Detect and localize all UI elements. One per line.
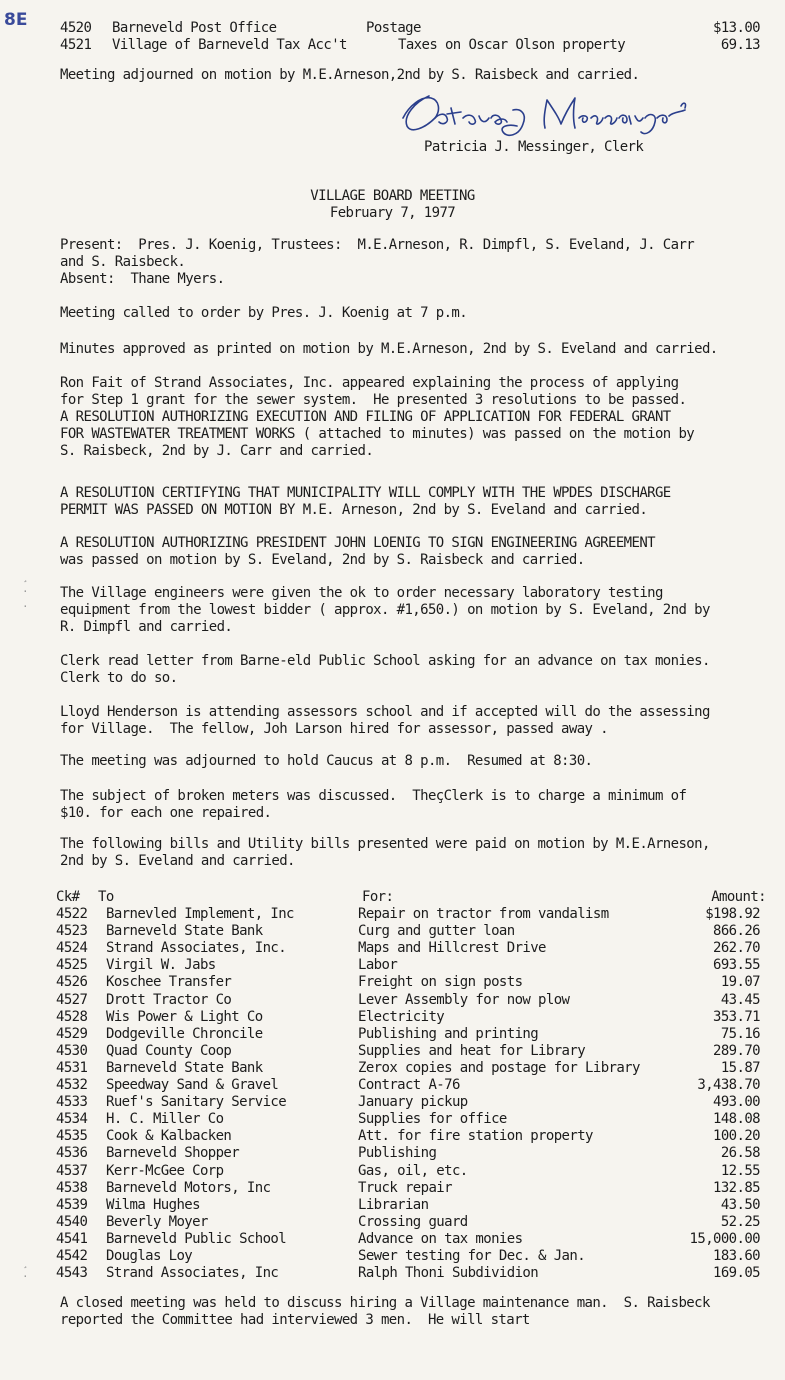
handwritten-signature — [395, 88, 695, 140]
bill-purpose: Ralph Thoni Subdividion — [358, 1265, 539, 1282]
bills-header-row — [56, 889, 766, 906]
bill-amount: 75.16 — [720, 1025, 760, 1042]
bill-row — [56, 1128, 766, 1145]
bill-payee: Drott Tractor Co — [106, 991, 232, 1008]
bill-check-number: 4533 — [56, 1094, 88, 1111]
bill-payee: Barneveld State Bank — [106, 923, 263, 940]
margin-mark: ¸ — [22, 1256, 29, 1269]
bill-check-number: 4529 — [56, 1025, 88, 1042]
bill-payee: Douglas Loy — [106, 1247, 193, 1264]
engineering-agreement-paragraph: A RESOLUTION AUTHORIZING PRESIDENT JOHN LOENIG TO SIGN ENGINEERING AGREEMENT was passed on motion by S. Eveland, 2nd by S. Raisbeck and carried. — [60, 535, 655, 568]
bill-row — [56, 923, 766, 940]
bills-table — [56, 889, 766, 1282]
bill-amount: 26.58 — [720, 1145, 760, 1162]
bill-purpose: Curg and gutter loan — [358, 923, 515, 940]
bill-purpose: Sewer testing for Dec. & Jan. — [358, 1247, 586, 1264]
bill-payee: Wilma Hughes — [106, 1196, 200, 1213]
bill-check-number: 4538 — [56, 1179, 88, 1196]
top-entry-for: Postage — [366, 20, 421, 36]
bill-purpose: Maps and Hillcrest Drive — [358, 940, 546, 957]
margin-mark: · — [22, 600, 29, 613]
bill-payee: Strand Associates, Inc — [106, 1265, 279, 1282]
bill-amount: 43.45 — [720, 991, 760, 1008]
bill-payee: Barneveld Motors, Inc — [106, 1179, 271, 1196]
strand-resolution-paragraph: Ron Fait of Strand Associates, Inc. appeared explaining the process of applying for Step 1 grant for the sewer system. He presented 3 resolutions to be passed. A RESOLUTION AUTHORIZING EXECUTION AND FILING OF APPLICATION FOR FEDERAL GRANT FOR WASTEWATER TREATMENT WORKS ( attached to minutes) was passed on the motion by S. Raisbeck, 2nd by J. Carr and carried. — [60, 375, 695, 459]
margin-mark: ¸ — [22, 570, 29, 583]
bill-check-number: 4541 — [56, 1230, 88, 1247]
bill-purpose: Publishing and printing — [358, 1025, 539, 1042]
bill-check-number: 4526 — [56, 974, 88, 991]
assessor-paragraph: Lloyd Henderson is attending assessors school and if accepted will do the assessing for Village. The fellow, Joh Larson hired for assessor, passed away . — [60, 704, 710, 737]
bill-check-number: 4527 — [56, 991, 88, 1008]
bill-rows — [56, 906, 766, 1282]
bill-amount: 100.20 — [713, 1128, 760, 1145]
bill-purpose: Publishing — [358, 1145, 437, 1162]
bill-amount: 262.70 — [713, 940, 760, 957]
bill-row — [56, 992, 766, 1009]
bill-payee: Kerr-McGee Corp — [106, 1162, 224, 1179]
bill-row — [56, 1094, 766, 1111]
meeting-title: VILLAGE BOARD MEETING — [310, 188, 475, 204]
bill-row — [56, 1145, 766, 1162]
bill-check-number: 4543 — [56, 1265, 88, 1282]
bill-payee: Dodgeville Chroncile — [106, 1025, 263, 1042]
closing-paragraph: A closed meeting was held to discuss hiring a Village maintenance man. S. Raisbeck reported the Committee had interviewed 3 men. He will start — [60, 1295, 710, 1328]
bill-purpose: Electricity — [358, 1008, 445, 1025]
top-entry-to: Village of Barneveld Tax Acc't — [112, 37, 347, 53]
bill-row — [56, 1265, 766, 1282]
bill-purpose: Librarian — [358, 1196, 429, 1213]
bill-amount: 148.08 — [713, 1111, 760, 1128]
bills-intro-paragraph: The following bills and Utility bills presented were paid on motion by M.E.Arneson, 2nd by S. Eveland and carried. — [60, 836, 710, 869]
bill-amount: 12.55 — [720, 1162, 760, 1179]
bill-row — [56, 1231, 766, 1248]
bill-check-number: 4532 — [56, 1077, 88, 1094]
bill-row — [56, 1077, 766, 1094]
minutes-approval-paragraph: Minutes approved as printed on motion by M.E.Arneson, 2nd by S. Eveland and carried. — [60, 341, 718, 357]
lab-equipment-paragraph: The Village engineers were given the ok to order necessary laboratory testing equipment from the lowest bidder ( approx. #1,650.) on motion by S. Eveland, 2nd by R. Dimpfl and carried. — [60, 585, 710, 635]
bill-amount: 353.71 — [713, 1008, 760, 1025]
bill-check-number: 4534 — [56, 1111, 88, 1128]
bill-payee: Strand Associates, Inc. — [106, 940, 287, 957]
meeting-date: February 7, 1977 — [329, 205, 456, 221]
bill-purpose: Lever Assembly for now plow — [358, 991, 570, 1008]
bill-purpose: Supplies and heat for Library — [358, 1042, 586, 1059]
adjourn-line: Meeting adjourned on motion by M.E.Arneson,2nd by S. Raisbeck and carried. — [60, 67, 640, 83]
bill-amount: 289.70 — [713, 1042, 760, 1059]
bill-amount: 132.85 — [713, 1179, 760, 1196]
bill-payee: Cook & Kalbacken — [106, 1128, 232, 1145]
column-header-for: For: — [362, 889, 394, 905]
bill-row — [56, 1180, 766, 1197]
bill-row — [56, 1111, 766, 1128]
bill-check-number: 4528 — [56, 1008, 88, 1025]
caucus-paragraph: The meeting was adjourned to hold Caucus at 8 p.m. Resumed at 8:30. — [60, 753, 593, 769]
top-entry-ck: 4521 — [60, 37, 92, 53]
bill-row — [56, 1026, 766, 1043]
bill-row — [56, 957, 766, 974]
wpdes-resolution-paragraph: A RESOLUTION CERTIFYING THAT MUNICIPALITY WILL COMPLY WITH THE WPDES DISCHARGE PERMIT WAS PASSED ON MOTION BY M.E. Arneson, 2nd by S. Eveland and carried. — [60, 485, 671, 518]
bill-purpose: Labor — [358, 957, 398, 974]
bill-check-number: 4540 — [56, 1213, 88, 1230]
bill-purpose: Crossing guard — [358, 1213, 468, 1230]
meters-paragraph: The subject of broken meters was discussed. TheçClerk is to charge a minimum of $10. for each one repaired. — [60, 788, 687, 821]
bill-amount: $198.92 — [705, 906, 760, 923]
bill-row — [56, 1248, 766, 1265]
bill-check-number: 4530 — [56, 1042, 88, 1059]
bill-payee: Barnevled Implement, Inc — [106, 906, 294, 923]
column-header-ck: Ck# — [56, 889, 80, 905]
bill-row — [56, 1060, 766, 1077]
margin-mark: · — [22, 585, 29, 598]
bill-amount: 866.26 — [713, 923, 760, 940]
bill-check-number: 4522 — [56, 906, 88, 923]
bill-check-number: 4537 — [56, 1162, 88, 1179]
bill-check-number: 4524 — [56, 940, 88, 957]
margin-mark: · — [22, 1270, 29, 1283]
call-to-order-paragraph: Meeting called to order by Pres. J. Koenig at 7 p.m. — [60, 305, 468, 321]
bill-payee: Barneveld Shopper — [106, 1145, 240, 1162]
bill-row — [56, 906, 766, 923]
bill-amount: 493.00 — [713, 1094, 760, 1111]
bill-row — [56, 1043, 766, 1060]
bill-check-number: 4535 — [56, 1128, 88, 1145]
bill-check-number: 4525 — [56, 957, 88, 974]
page-number-mark: 8E — [4, 10, 28, 30]
bill-row — [56, 1214, 766, 1231]
bill-row — [56, 1163, 766, 1180]
bill-amount: 15.87 — [720, 1059, 760, 1076]
column-header-amount: Amount: — [711, 889, 766, 905]
bill-amount: 52.25 — [720, 1213, 760, 1230]
bill-purpose: Contract A-76 — [358, 1077, 460, 1094]
clerk-signature-line: Patricia J. Messinger, Clerk — [424, 139, 644, 155]
bill-purpose: Att. for fire station property — [358, 1128, 593, 1145]
bill-payee: Speedway Sand & Gravel — [106, 1077, 279, 1094]
bill-amount: 183.60 — [713, 1247, 760, 1264]
bill-payee: Koschee Transfer — [106, 974, 232, 991]
bill-purpose: Gas, oil, etc. — [358, 1162, 468, 1179]
bill-check-number: 4539 — [56, 1196, 88, 1213]
bill-payee: Barneveld Public School — [106, 1230, 287, 1247]
bill-row — [56, 1009, 766, 1026]
top-entry-for: Taxes on Oscar Olson property — [398, 37, 626, 53]
bill-purpose: Repair on tractor from vandalism — [358, 906, 609, 923]
top-entry-ck: 4520 — [60, 20, 92, 36]
bill-payee: H. C. Miller Co — [106, 1111, 224, 1128]
bill-payee: Barneveld State Bank — [106, 1059, 263, 1076]
bill-payee: Ruef's Sanitary Service — [106, 1094, 287, 1111]
bill-amount: 3,438.70 — [697, 1077, 760, 1094]
bill-purpose: Zerox copies and postage for Library — [358, 1059, 640, 1076]
column-header-to: To — [98, 889, 114, 905]
bill-purpose: Truck repair — [358, 1179, 452, 1196]
bill-payee: Quad County Coop — [106, 1042, 232, 1059]
bill-check-number: 4523 — [56, 923, 88, 940]
bill-amount: 19.07 — [720, 974, 760, 991]
bill-amount: 693.55 — [713, 957, 760, 974]
bill-payee: Beverly Moyer — [106, 1213, 208, 1230]
bill-payee: Virgil W. Jabs — [106, 957, 216, 974]
bill-purpose: Supplies for office — [358, 1111, 507, 1128]
top-entry-to: Barneveld Post Office — [112, 20, 277, 36]
bill-check-number: 4542 — [56, 1247, 88, 1264]
top-entry-amount: $13.00 — [713, 20, 760, 36]
bill-purpose: January pickup — [358, 1094, 468, 1111]
bill-payee: Wis Power & Light Co — [106, 1008, 263, 1025]
bill-amount: 43.50 — [720, 1196, 760, 1213]
attendance-paragraph: Present: Pres. J. Koenig, Trustees: M.E.Arneson, R. Dimpfl, S. Eveland, J. Carr and S. Raisbeck. Absent: Thane Myers. — [60, 237, 695, 287]
bill-row — [56, 1197, 766, 1214]
bill-check-number: 4536 — [56, 1145, 88, 1162]
bill-row — [56, 974, 766, 991]
bill-purpose: Advance on tax monies — [358, 1230, 523, 1247]
bill-row — [56, 940, 766, 957]
bill-amount: 169.05 — [713, 1265, 760, 1282]
top-entry-amount: 69.13 — [720, 37, 760, 53]
bill-amount: 15,000.00 — [689, 1230, 760, 1247]
bill-check-number: 4531 — [56, 1059, 88, 1076]
school-letter-paragraph: Clerk read letter from Barne-eld Public School asking for an advance on tax monies. Clerk to do so. — [60, 653, 710, 686]
bill-purpose: Freight on sign posts — [358, 974, 523, 991]
